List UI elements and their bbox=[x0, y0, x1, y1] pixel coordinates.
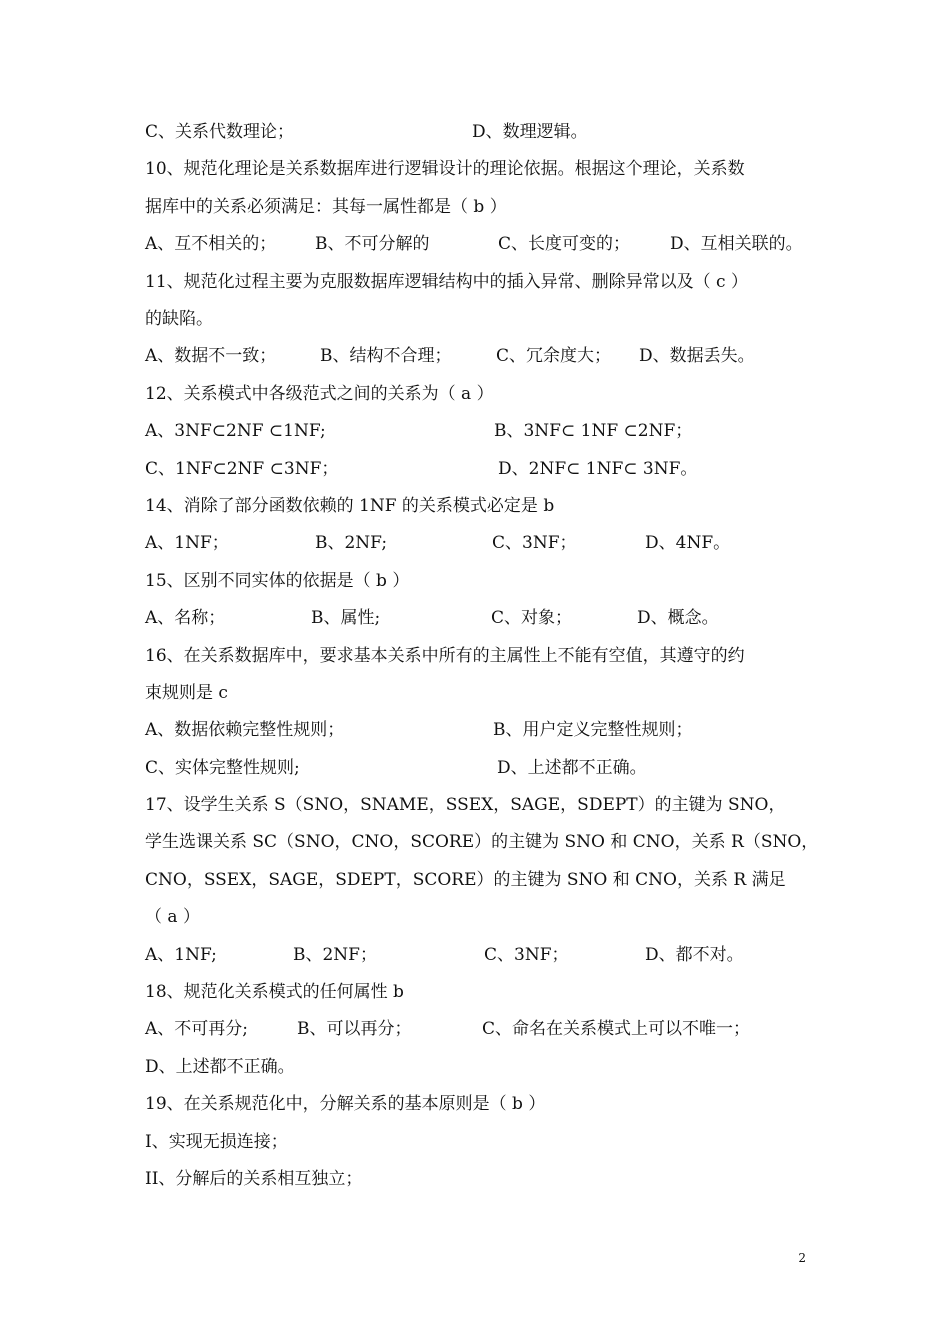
question-text: 19、在关系规范化中，分解关系的基本原则是（ b ） bbox=[145, 1094, 546, 1114]
option-b: B、3NF⊂ 1NF ⊂2NF； bbox=[494, 421, 693, 441]
option-b: B、结构不合理； bbox=[320, 346, 452, 366]
option-a: A、互不相关的； bbox=[145, 234, 277, 254]
option-c: C、关系代数理论； bbox=[145, 122, 295, 142]
option-a: A、1NF； bbox=[145, 533, 229, 553]
question-text: 据库中的关系必须满足：其每一属性都是（ b ） bbox=[145, 197, 507, 217]
question-text: 18、规范化关系模式的任何属性 b bbox=[145, 982, 404, 1002]
option-d: D、4NF。 bbox=[645, 533, 731, 553]
option-d: D、数理逻辑。 bbox=[472, 122, 588, 142]
question-text: 束规则是 c bbox=[145, 683, 228, 703]
option-b: B、可以再分； bbox=[297, 1019, 412, 1039]
question-text: 学生选课关系 SC（SNO，CNO，SCORE）的主键为 SNO 和 CNO，关系 R（SNO， bbox=[145, 832, 819, 852]
option-c: C、命名在关系模式上可以不唯一； bbox=[482, 1019, 751, 1039]
option-c: C、对象； bbox=[491, 608, 573, 628]
question-text: 15、区别不同实体的依据是（ b ） bbox=[145, 571, 410, 591]
question-text: CNO，SSEX，SAGE，SDEPT，SCORE）的主键为 SNO 和 CNO，关系 R 满足 bbox=[145, 870, 786, 890]
list-item: II、分解后的关系相互独立； bbox=[145, 1169, 363, 1189]
option-d: D、数据丢失。 bbox=[639, 346, 755, 366]
question-text: （ a ） bbox=[145, 907, 200, 927]
question-text: 10、规范化理论是关系数据库进行逻辑设计的理论依据。根据这个理论，关系数 bbox=[145, 159, 745, 179]
question-text: 17、设学生关系 S（SNO，SNAME，SSEX，SAGE，SDEPT）的主键为 SNO， bbox=[145, 795, 786, 815]
option-b: B、2NF; bbox=[315, 533, 388, 553]
option-c: C、1NF⊂2NF ⊂3NF； bbox=[145, 459, 339, 479]
question-text: 16、在关系数据库中，要求基本关系中所有的主属性上不能有空值，其遵守的约 bbox=[145, 646, 745, 666]
option-b: B、属性; bbox=[311, 608, 381, 628]
option-c: C、冗余度大； bbox=[496, 346, 612, 366]
option-c: C、实体完整性规则; bbox=[145, 758, 300, 778]
page-number: 2 bbox=[798, 1251, 806, 1265]
option-a: A、数据依赖完整性规则； bbox=[145, 720, 345, 740]
option-c: C、3NF； bbox=[492, 533, 577, 553]
option-a: A、数据不一致； bbox=[145, 346, 277, 366]
option-a: A、不可再分; bbox=[145, 1019, 249, 1039]
option-d: D、上述都不正确。 bbox=[145, 1057, 295, 1077]
option-a: A、3NF⊂2NF ⊂1NF; bbox=[145, 421, 326, 441]
option-d: D、上述都不正确。 bbox=[497, 758, 647, 778]
list-item: I、实现无损连接； bbox=[145, 1132, 288, 1152]
option-b: B、不可分解的 bbox=[315, 234, 430, 254]
option-d: D、都不对。 bbox=[645, 945, 744, 965]
question-text: 的缺陷。 bbox=[145, 309, 213, 329]
option-b: B、2NF； bbox=[293, 945, 377, 965]
option-d: D、2NF⊂ 1NF⊂ 3NF。 bbox=[498, 459, 698, 479]
option-a: A、1NF; bbox=[145, 945, 217, 965]
option-d: D、互相关联的。 bbox=[670, 234, 803, 254]
option-d: D、概念。 bbox=[637, 608, 719, 628]
option-c: C、3NF； bbox=[484, 945, 569, 965]
question-text: 12、关系模式中各级范式之间的关系为（ a ） bbox=[145, 384, 494, 404]
option-b: B、用户定义完整性规则； bbox=[493, 720, 693, 740]
option-a: A、名称； bbox=[145, 608, 226, 628]
option-c: C、长度可变的； bbox=[498, 234, 631, 254]
question-text: 14、消除了部分函数依赖的 1NF 的关系模式必定是 b bbox=[145, 496, 555, 516]
question-text: 11、规范化过程主要为克服数据库逻辑结构中的插入异常、删除异常以及（ c ） bbox=[145, 272, 748, 292]
